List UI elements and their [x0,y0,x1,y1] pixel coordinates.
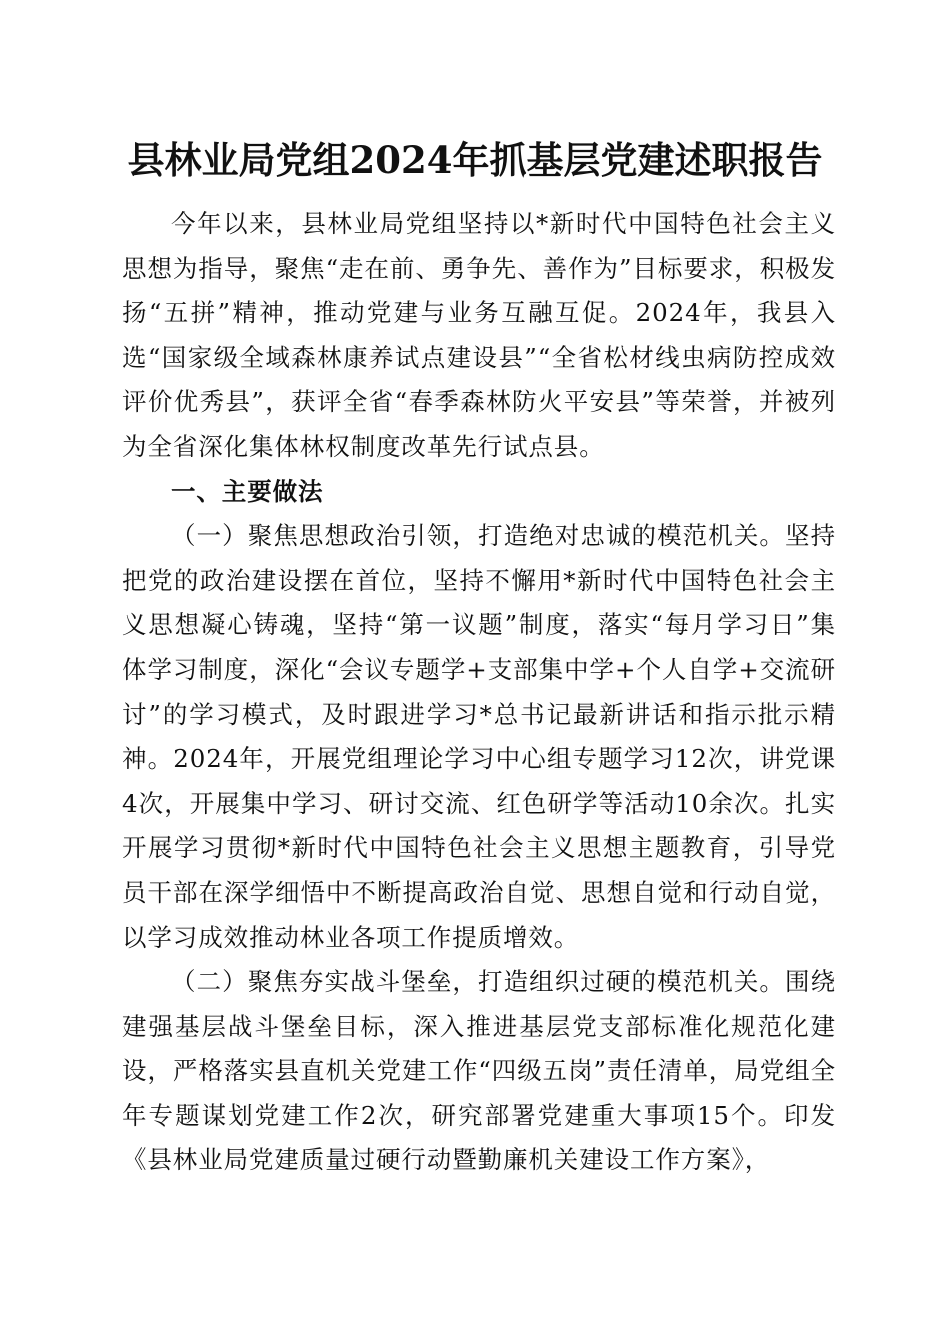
intro-paragraph: 今年以来，县林业局党组坚持以*新时代中国特色社会主义思想为指导，聚焦“走在前、勇争先、善作为”目标要求，积极发扬“五拼”精神，推动党建与业务互融互促。2024年，我县入选“国家级全域森林康养试点建设县”“全省松材线虫病防控成效评价优秀县”，获评全省“春季森林防火平安县”等荣誉，并被列为全省深化集体林权制度改革先行试点县。 [122,209,836,461]
section-heading: 一、主要做法 [171,476,324,506]
subsection-body: 围绕建强基层战斗堡垒目标，深入推进基层党支部标准化规范化建设，严格落实县直机关党建工作“四级五岗”责任清单，局党组全年专题谋划党建工作2次，研究部署党建重大事项15个。印发《县林业局党建质量过硬行动暨勤廉机关建设工作方案》， [122,967,836,1175]
subsection-lead: （二）聚焦夯实战斗堡垒，打造组织过硬的模范机关。 [171,967,785,997]
page-title: 县林业局党组2024年抓基层党建述职报告 [127,138,823,182]
subsection-lead: （一）聚焦思想政治引领，打造绝对忠诚的模范机关。 [171,521,785,551]
document-body [122,202,836,1183]
subsection-body: 坚持把党的政治建设摆在首位，坚持不懈用*新时代中国特色社会主义思想凝心铸魂，坚持“第一议题”制度，落实“每月学习日”集体学习制度，深化“会议专题学+支部集中学+个人自学+交流研讨”的学习模式，及时跟进学习*总书记最新讲话和指示批示精神。2024年，开展党组理论学习中心组专题学习12次，讲党课4次，开展集中学习、研讨交流、红色研学等活动10余次。扎实开展学习贯彻*新时代中国特色社会主义思想主题教育，引导党员干部在深学细悟中不断提高政治自觉、思想自觉和行动自觉，以学习成效推动林业各项工作提质增效。 [122,521,836,952]
subsection-paragraph [122,960,836,1183]
subsection-paragraph [122,514,836,960]
